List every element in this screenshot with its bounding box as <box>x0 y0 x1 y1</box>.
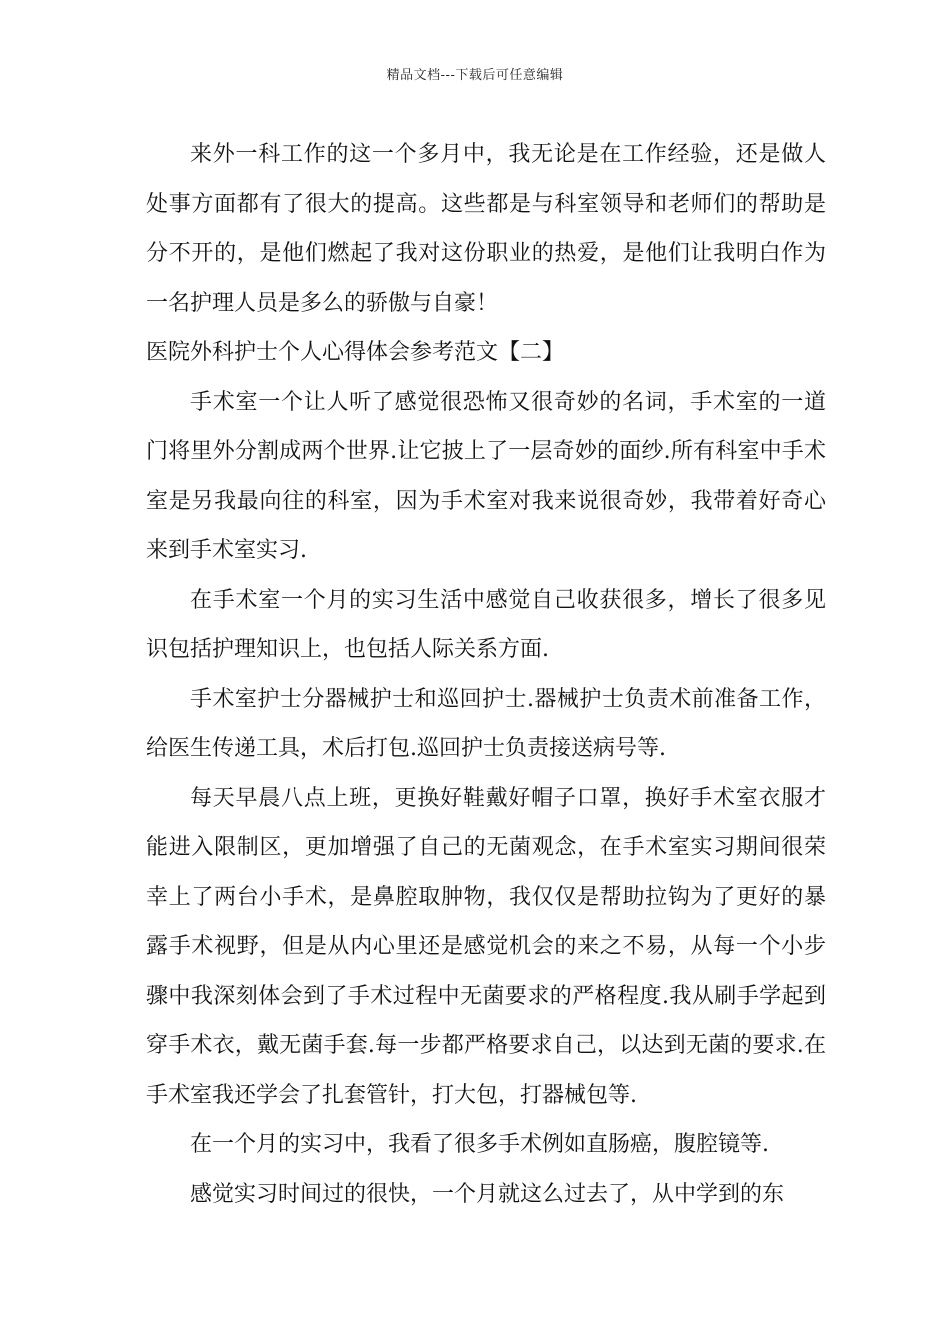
document-body <box>146 130 826 1219</box>
paragraph-1: 来外一科工作的这一个多月中，我无论是在工作经验，还是做人处事方面都有了很大的提高。这些都是与科室领导和老师们的帮助是分不开的，是他们燃起了我对这份职业的热爱，是他们让我明白作为一名护理人员是多么的骄傲与自豪！ <box>146 142 826 316</box>
paragraph-5: 每天早晨八点上班，更换好鞋戴好帽子口罩，换好手术室衣服才能进入限制区，更加增强了自己的无菌观念，在手术室实习期间很荣幸上了两台小手术，是鼻腔取肿物，我仅仅是帮助拉钩为了更好的暴露手术视野，但是从内心里还是感觉机会的来之不易，从每一个小步骤中我深刻体会到了手术过程中无菌要求的严格程度.我从刷手学起到穿手术衣，戴无菌手套.每一步都严格要求自己，以达到无菌的要求.在手术室我还学会了扎套管针，打大包，打器械包等. <box>146 785 826 1108</box>
paragraph-2: 手术室一个让人听了感觉很恐怖又很奇妙的名词，手术室的一道门将里外分割成两个世界.让它披上了一层奇妙的面纱.所有科室中手术室是另我最向往的科室，因为手术室对我来说很奇妙，我带着好奇心来到手术室实习. <box>146 389 826 563</box>
paragraph-7: 感觉实习时间过的很快，一个月就这么过去了，从中学到的东 <box>190 1181 785 1207</box>
paragraph-3: 在手术室一个月的实习生活中感觉自己收获很多，增长了很多见识包括护理知识上，也包括人际关系方面. <box>146 587 826 662</box>
paragraph-6: 在一个月的实习中，我看了很多手术例如直肠癌，腹腔镜等. <box>190 1132 769 1157</box>
section-heading: 医院外科护士个人心得体会参考范文【二】 <box>146 340 565 365</box>
page-header: 精品文档---下载后可任意编辑 <box>386 68 564 83</box>
paragraph-4: 手术室护士分器械护士和巡回护士.器械护士负责术前准备工作，给医生传递工具，术后打包.巡回护士负责接送病号等. <box>146 686 826 761</box>
